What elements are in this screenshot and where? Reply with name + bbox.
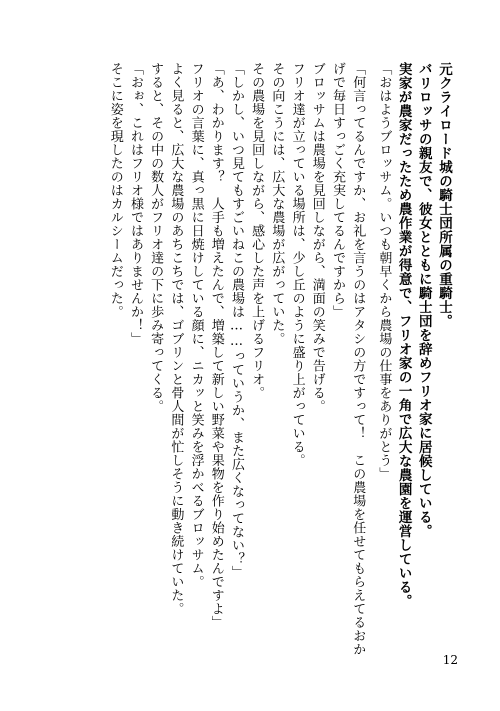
body-line: 「しかし、いつ見てもすごいねこの農場は……っていうか、また広くなってない？」 bbox=[228, 62, 244, 579]
body-line: すると、その中の数人がフリオ達の下に歩み寄ってくる。 bbox=[148, 62, 164, 413]
body-line: フリオの言葉に、真っ黒に日焼けしている顔に、ニカッと笑みを浮かべるブロッサム。 bbox=[188, 62, 204, 589]
body-line: 「おぉ、これはフリオ様ではありませんか！」 bbox=[127, 62, 143, 346]
body-line: 「おはようブロッサム。いつも朝早くから農場の仕事をありがとう」 bbox=[376, 62, 392, 481]
body-line: そこに姿を現したのはカルシームだった。 bbox=[107, 62, 123, 319]
body-line: ブロッサムは農場を見回しながら、満面の笑みで告げる。 bbox=[309, 62, 325, 413]
body-line: その向こうには、広大な農場が広がっていた。 bbox=[269, 62, 285, 346]
body-line: 「何言ってるんですか、お礼を言うのはアタシの方ですって！ この農場を任せてもらえてるおか bbox=[350, 62, 366, 656]
body-line: その農場を見回しながら、感心した声を上げるフリオ。 bbox=[249, 62, 265, 400]
character-intro-line: 元クライロード城の騎士団所属の重騎士。 bbox=[436, 62, 452, 328]
body-line: フリオ達が立っている場所は、少し丘のように盛り上がっている。 bbox=[289, 62, 305, 467]
page-number: 12 bbox=[442, 653, 458, 667]
body-line: げで毎日すっごく充実してるんですから」 bbox=[329, 62, 345, 319]
body-line: よく見ると、広大な農場のあちこちでは、ゴブリンと骨人間が忙しそうに動き続けていた。 bbox=[168, 62, 184, 616]
vertical-text-block bbox=[105, 62, 454, 656]
character-intro-line: バリロッサの親友で、彼女とともに騎士団を辞めフリオ家に居候している。 bbox=[415, 62, 432, 538]
character-intro-line: 実家が農家だったため農作業が得意で、フリオ家の一角で広大な農園を運営している。 bbox=[395, 62, 412, 608]
body-line: 「あ、わかります？ 人手も増えたんで、増築して新しい野菜や果物を作り始めたんですよ」 bbox=[208, 62, 224, 629]
